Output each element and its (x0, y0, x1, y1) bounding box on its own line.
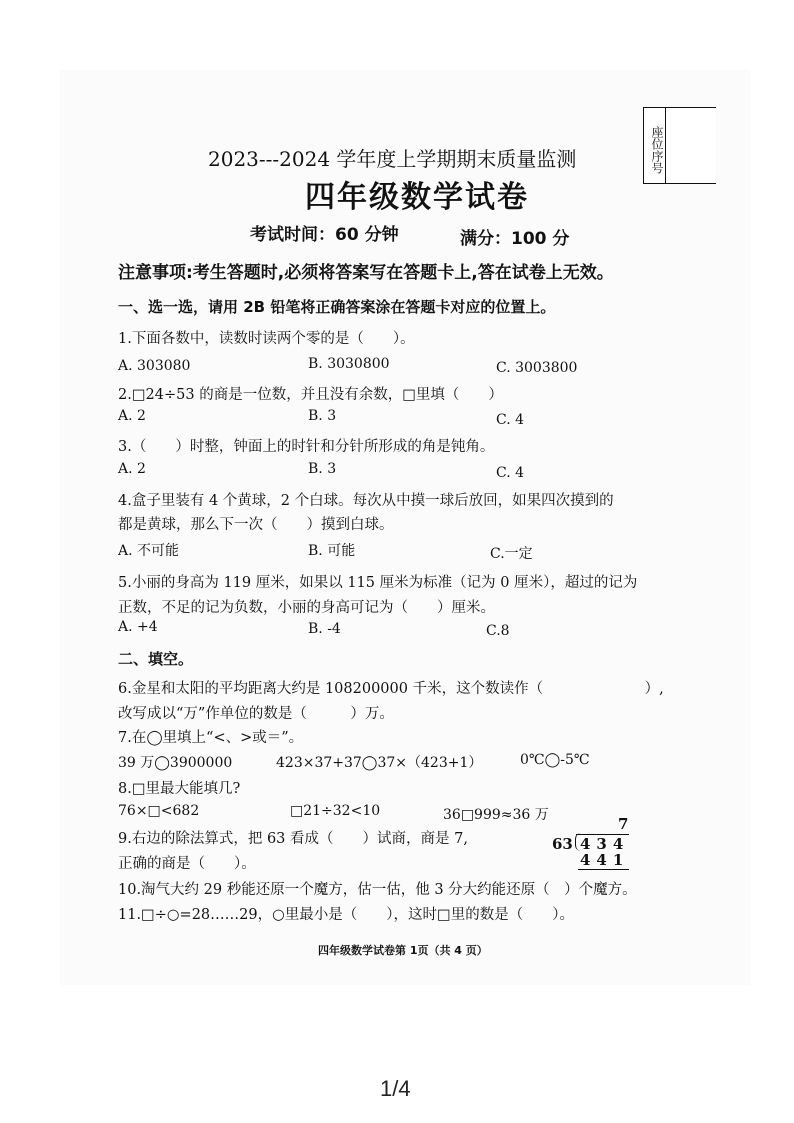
q3-option-a: A. 2 (118, 461, 146, 477)
q1-option-c: C. 3003800 (496, 360, 578, 376)
q3-option-b: B. 3 (308, 461, 337, 477)
long-division-figure (552, 815, 642, 871)
section1-heading: 一、选一选，请用 2B 铅笔将正确答案涂在答题卡对应的位置上。 (118, 298, 556, 316)
q4-option-a: A. 不可能 (118, 543, 180, 559)
question-7: 7.在◯里填上“<、>或＝”。 (118, 730, 304, 746)
q2-option-c: C. 4 (496, 412, 525, 428)
question-8: 8.□里最大能填几? (118, 781, 241, 797)
exam-score: 满分：100 分 (460, 229, 570, 249)
q3-option-c: C. 4 (496, 465, 525, 481)
q1-option-b: B. 3030800 (308, 356, 390, 372)
question-9-line1: 9.右边的除法算式，把 63 看成（ ）试商，商是 7, (118, 831, 468, 847)
question-5-line2: 正数，不足的记为负数，小丽的身高可记为（ ）厘米。 (118, 600, 495, 616)
q8-item-a: 76×□<682 (118, 803, 200, 819)
q7-item-b: 423×37+37◯37×（423+1） (276, 755, 483, 771)
division-quotient: 7 (618, 815, 629, 833)
exam-title: 四年级数学试卷 (305, 180, 529, 215)
question-5-line1: 5.小丽的身高为 119 厘米，如果以 115 厘米为标准（记为 0 厘米），超过的记为 (118, 575, 638, 591)
exam-notice: 注意事项:考生答题时,必须将答案写在答题卡上,答在试卷上无效。 (118, 263, 614, 283)
q2-option-b: B. 3 (308, 408, 337, 424)
question-3: 3.（ ）时整，钟面上的时针和分针所形成的角是钝角。 (118, 439, 495, 455)
q8-item-b: □21÷32<10 (290, 803, 381, 819)
q8-item-c: 36□999≈36 万 (443, 807, 549, 823)
division-divisor: 63 (552, 835, 573, 853)
q1-option-a: A. 303080 (118, 358, 191, 374)
q7-item-c: 0℃◯-5℃ (520, 752, 590, 768)
seat-number-label: 座位序号 (644, 108, 666, 183)
division-product: 441 (580, 851, 630, 869)
q4-option-c: C.一定 (490, 546, 533, 562)
question-1: 1.下面各数中，读数时读两个零的是（ ）。 (118, 331, 415, 347)
exam-time: 考试时间：60 分钟 (250, 225, 399, 245)
page-indicator: 1/4 (380, 1076, 411, 1101)
seat-number-box (643, 107, 716, 184)
division-dividend: 434 (576, 834, 629, 853)
q5-option-b: B. -4 (308, 621, 341, 637)
question-10: 10.淘气大约 29 秒能还原一个魔方，估一估，他 3 分大约能还原（ ）个魔方。 (118, 882, 637, 898)
section2-heading: 二、填空。 (118, 650, 194, 668)
q5-option-a: A. +4 (118, 619, 158, 635)
question-11: 11.□÷○=28……29，○里最小是（ ），这时□里的数是（ ）。 (118, 907, 574, 923)
question-6-line2: 改写成以“万”作单位的数是（ ）万。 (118, 706, 394, 722)
question-9-line2: 正确的商是（ ）。 (118, 856, 256, 872)
q2-option-a: A. 2 (118, 408, 146, 424)
q4-option-b: B. 可能 (308, 543, 356, 559)
question-6-line1: 6.金星和太阳的平均距离大约是 108200000 千米，这个数读作（ ）, (118, 681, 664, 697)
q5-option-c: C.8 (486, 623, 510, 639)
question-4-line2: 都是黄球，那么下一次（ ）摸到白球。 (118, 517, 394, 533)
q7-item-a: 39 万◯3900000 (118, 755, 233, 771)
question-4-line1: 4.盒子里装有 4 个黄球，2 个白球。每次从中摸一球后放回，如果四次摸到的 (118, 493, 614, 509)
page-footer: 四年级数学试卷第 1页（共 4 页） (318, 944, 488, 957)
exam-period-title: 2023---2024 学年度上学期期末质量监测 (208, 147, 577, 171)
question-2: 2.□24÷53 的商是一位数，并且没有余数，□里填（ ） (118, 387, 503, 403)
